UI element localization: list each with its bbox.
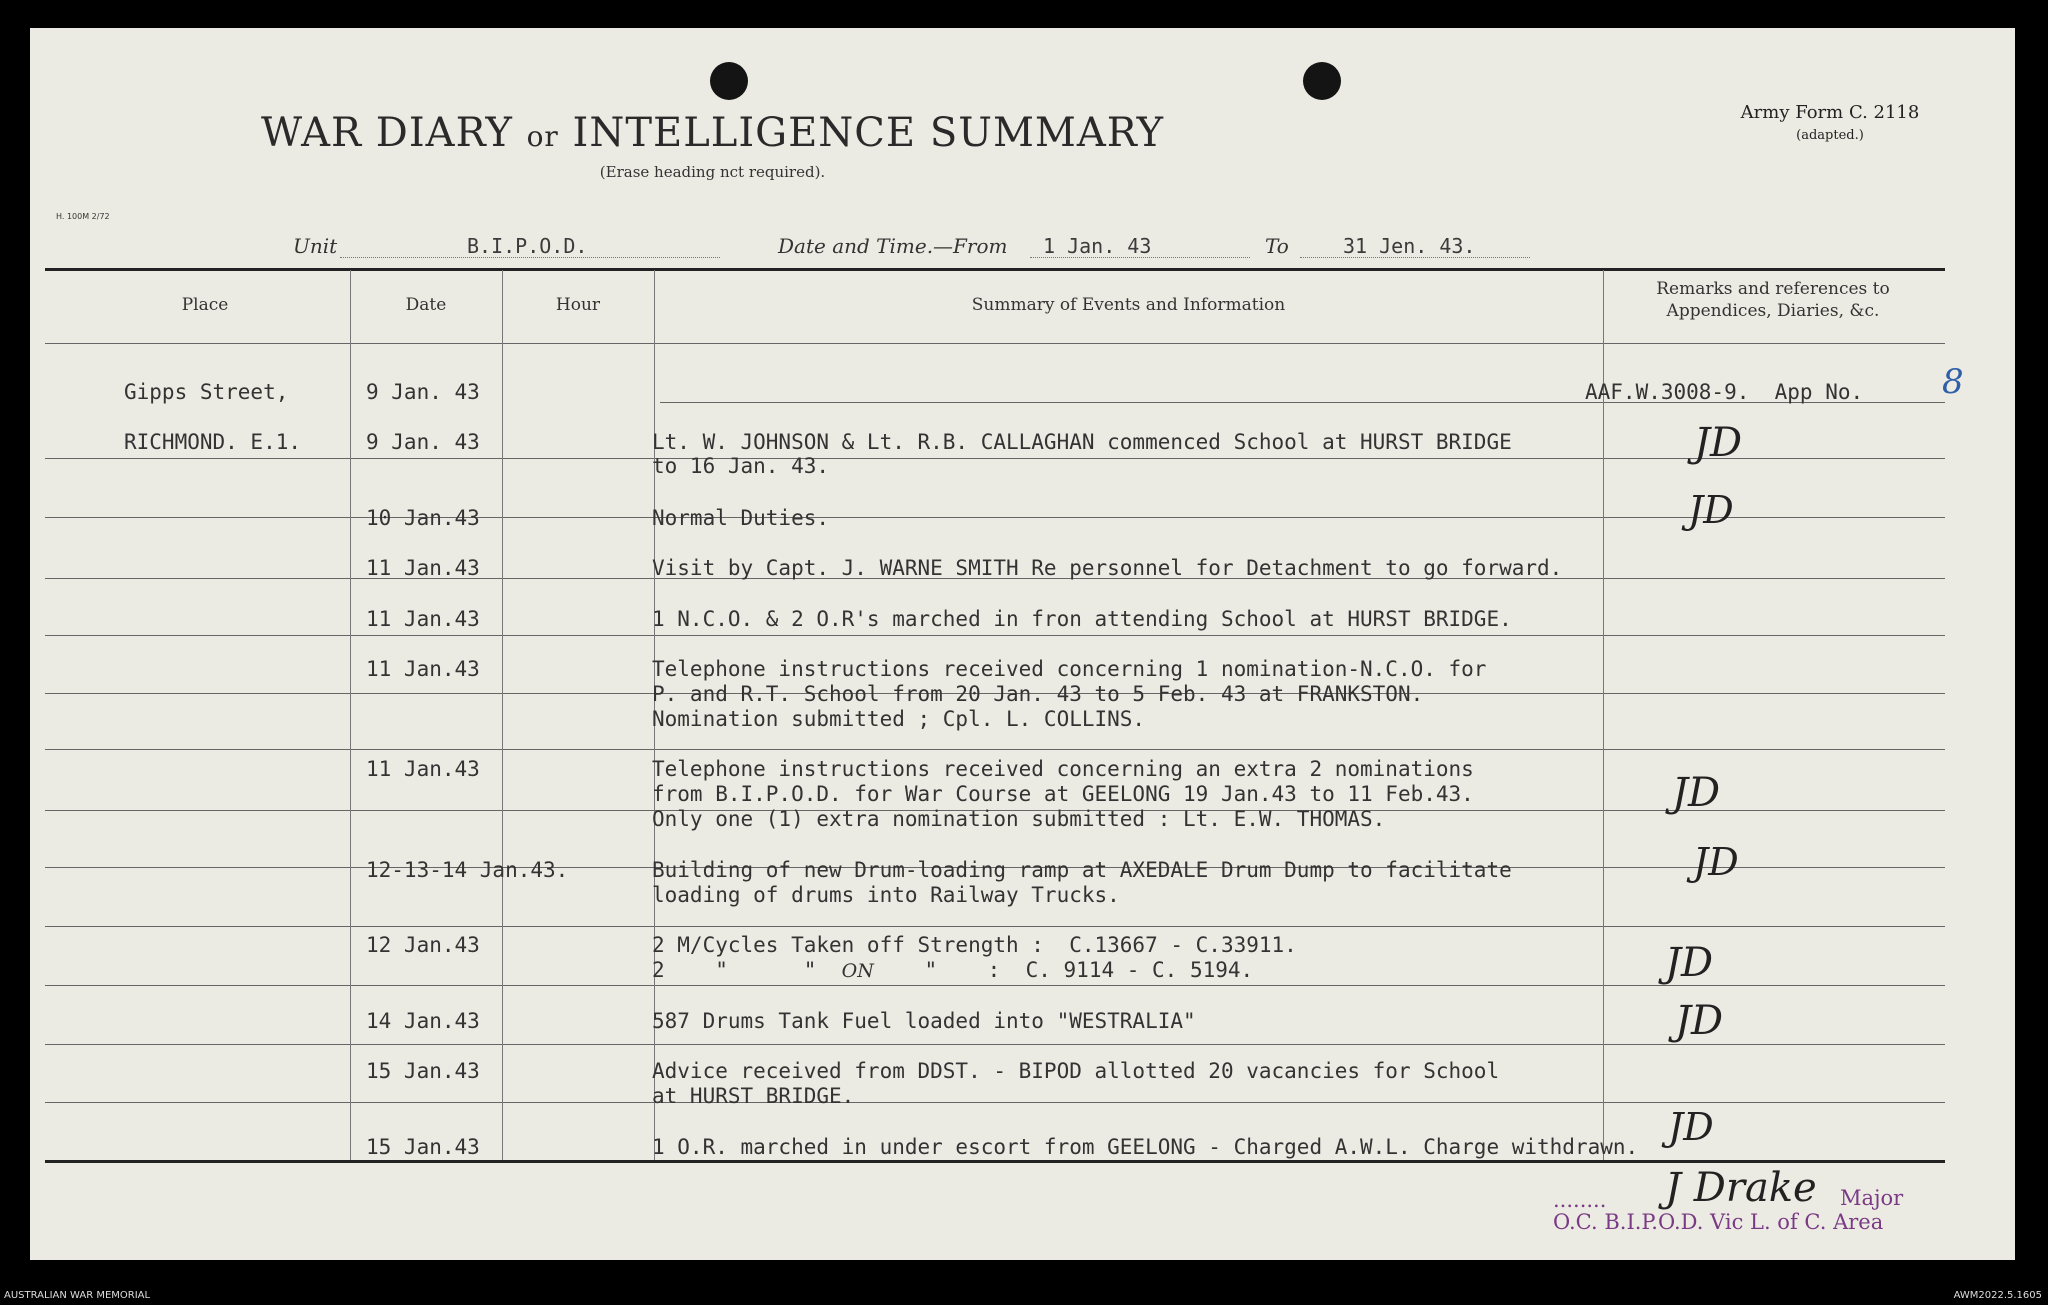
table-bottom-rule <box>45 1160 1945 1163</box>
date-cell: 10 Jan.43 <box>366 506 480 530</box>
row-rule <box>45 749 1945 750</box>
summary-line: from B.I.P.O.D. for War Course at GEELONG 19 Jan.43 to 11 Feb.43. <box>652 782 1474 806</box>
summary-line: Visit by Capt. J. WARNE SMITH Re personnel for Detachment to go forward. <box>652 556 1563 580</box>
from-value: 1 Jan. 43 <box>1043 234 1152 258</box>
col-divider-date <box>502 270 503 1160</box>
unit-value: B.I.P.O.D. <box>467 234 588 258</box>
row-rule <box>45 926 1945 927</box>
punch-hole-left <box>710 62 748 100</box>
date-cell: 11 Jan.43 <box>366 657 480 681</box>
summary-line: Normal Duties. <box>652 506 830 530</box>
summary-line: Only one (1) extra nomination submitted : Lt. E.W. THOMAS. <box>652 807 1386 831</box>
summary-line: 2 M/Cycles Taken off Strength : C.13667 - C.33911. <box>652 933 1297 957</box>
col-header-remarks: Remarks and references to Appendices, Diaries, &c. <box>1656 279 1890 321</box>
col-header-summary: Summary of Events and Information <box>971 295 1286 315</box>
summary-line: to 16 Jan. 43. <box>652 454 830 478</box>
app-number: 8 <box>1942 362 1964 402</box>
initials: JD <box>1665 940 1714 986</box>
date-cell: 14 Jan.43 <box>366 1009 480 1033</box>
form-reference-note: (adapted.) <box>1796 128 1864 143</box>
summary-line: 587 Drums Tank Fuel loaded into "WESTRALIA" <box>652 1009 1196 1033</box>
table-top-rule <box>45 268 1945 271</box>
summary-line: 2 " " ON " : C. 9114 - C. 5194. <box>652 958 1254 982</box>
summary-line: Lt. W. JOHNSON & Lt. R.B. CALLAGHAN commenced School at HURST BRIDGE <box>652 430 1512 454</box>
header-bottom-rule <box>45 343 1945 344</box>
date-cell: 9 Jan. 43 <box>366 430 480 454</box>
date-cell: 11 Jan.43 <box>366 757 480 781</box>
remarks-cell: AAF.W.3008-9. App No. <box>1585 380 1864 404</box>
date-cell: 12 Jan.43 <box>366 933 480 957</box>
page-title: WAR DIARY or INTELLIGENCE SUMMARY <box>260 110 1165 156</box>
signature-dots: ........ <box>1553 1188 1607 1212</box>
to-value: 31 Jen. 43. <box>1343 234 1476 258</box>
initials: JD <box>1688 488 1734 532</box>
page-subtitle: (Erase heading nct required). <box>599 163 826 181</box>
unit-label: Unit <box>293 234 338 258</box>
date-cell: 12-13-14 Jan.43. <box>366 858 569 882</box>
initials: JD <box>1693 840 1739 884</box>
handwritten-on: ON <box>841 960 874 982</box>
col-header-place: Place <box>181 295 229 315</box>
date-cell: 11 Jan.43 <box>366 607 480 631</box>
summary-line: Advice received from DDST. - BIPOD allotted 20 vacancies for School <box>652 1059 1500 1083</box>
date-cell: 15 Jan.43 <box>366 1135 480 1159</box>
summary-line: Nomination submitted ; Cpl. L. COLLINS. <box>652 707 1146 731</box>
row-rule <box>45 1044 1945 1045</box>
row-rule <box>45 1102 1945 1103</box>
initials: JD <box>1672 770 1721 816</box>
col-header-date: Date <box>405 295 447 315</box>
initials: JD <box>1668 1105 1714 1149</box>
place-cell: Gipps Street, <box>124 380 289 404</box>
footer-left: AUSTRALIAN WAR MEMORIAL <box>4 1290 151 1301</box>
signature: J Drake <box>1665 1165 1817 1211</box>
summary-line: 1 N.C.O. & 2 O.R's marched in fron attending School at HURST BRIDGE. <box>652 607 1512 631</box>
rank-stamp: Major <box>1840 1186 1904 1210</box>
footer-right: AWM2022.5.1605 <box>1953 1290 2042 1301</box>
date-cell: 9 Jan. 43 <box>366 380 480 404</box>
col-divider-place <box>350 270 351 1160</box>
initials: JD <box>1675 998 1724 1044</box>
punch-hole-right <box>1303 62 1341 100</box>
date-cell: 11 Jan.43 <box>366 556 480 580</box>
initials: JD <box>1694 420 1743 466</box>
summary-line: loading of drums into Railway Trucks. <box>652 883 1120 907</box>
summary-line: P. and R.T. School from 20 Jan. 43 to 5 Feb. 43 at FRANKSTON. <box>652 682 1424 706</box>
date-cell: 15 Jan.43 <box>366 1059 480 1083</box>
date-label: Date and Time.—From <box>778 234 1008 258</box>
row-rule <box>45 458 1945 459</box>
place-cell: RICHMOND. E.1. <box>124 430 302 454</box>
print-code: H. 100M 2/72 <box>56 212 110 221</box>
to-label: To <box>1265 234 1289 258</box>
form-reference: Army Form C. 2118 <box>1740 102 1920 123</box>
row-rule <box>45 635 1945 636</box>
summary-line: Telephone instructions received concerning 1 nomination-N.C.O. for <box>652 657 1487 681</box>
summary-line: 1 O.R. marched in under escort from GEELONG - Charged A.W.L. Charge withdrawn. <box>652 1135 1639 1159</box>
office-stamp: O.C. B.I.P.O.D. Vic L. of C. Area <box>1553 1210 1884 1234</box>
row-rule <box>45 985 1945 986</box>
row-rule <box>45 517 1945 518</box>
col-header-hour: Hour <box>555 295 601 315</box>
summary-line: Building of new Drum-loading ramp at AXEDALE Drum Dump to facilitate <box>652 858 1512 882</box>
summary-line: at HURST BRIDGE. <box>652 1084 855 1108</box>
summary-line: Telephone instructions received concerning an extra 2 nominations <box>652 757 1474 781</box>
